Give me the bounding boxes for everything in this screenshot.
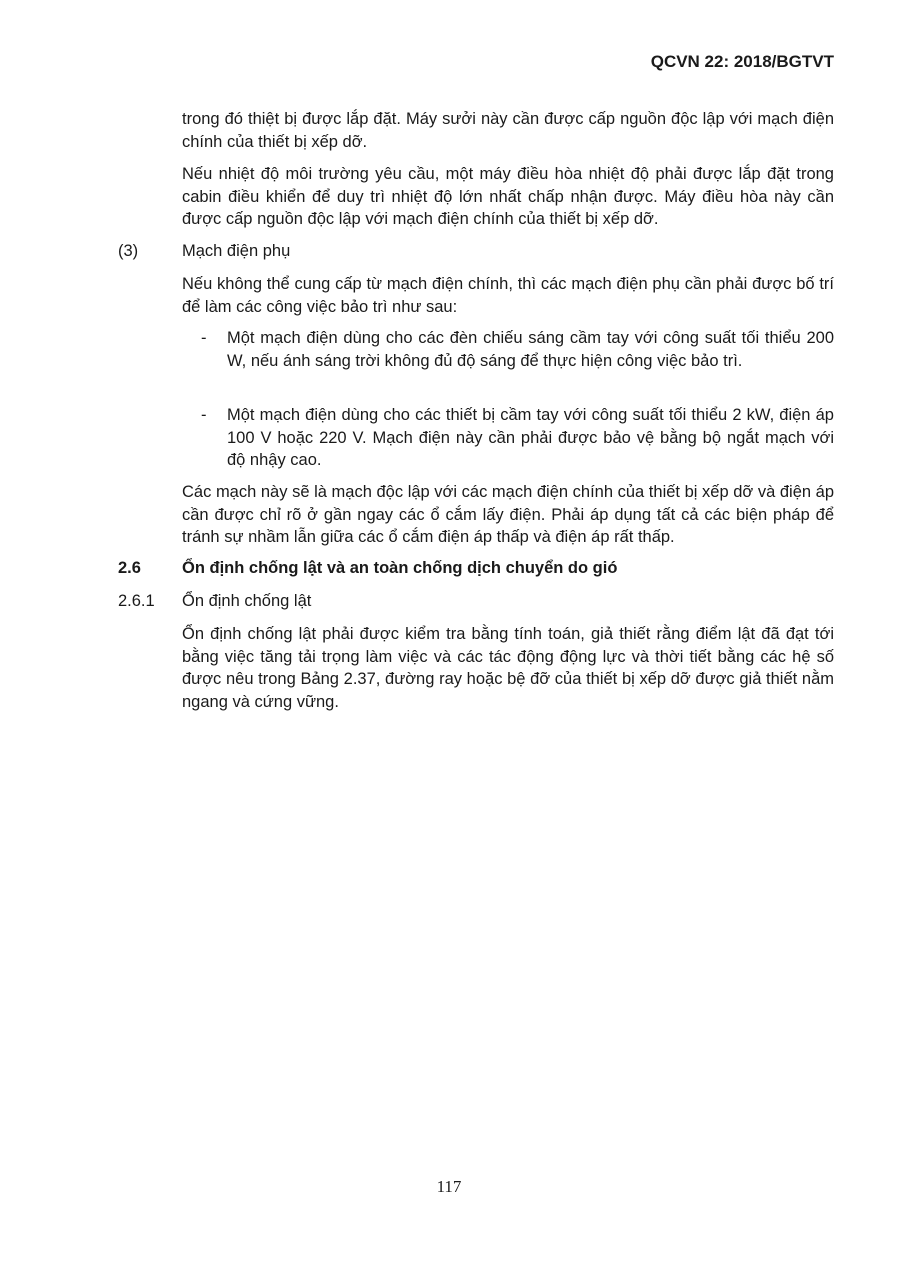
page-number: 117 xyxy=(436,1177,462,1196)
subsection-number: 2.6.1 xyxy=(118,592,155,610)
paragraph-air-conditioner: Nếu nhiệt độ môi trường yêu cầu, một máy điều hòa nhiệt độ phải được lắp đặt trong cabin điều khiển để duy trì nhiệt độ lớn nhất chấp nhận được. Máy điều hòa này cần được cấp nguồn độc lập với mạch điện chính của thiết bị xếp dỡ. xyxy=(182,165,834,228)
paragraph-auxiliary-intro: Nếu không thể cung cấp từ mạch điện chính, thì các mạch điện phụ cần phải được bố trí để làm các công việc bảo trì như sau: xyxy=(182,275,834,316)
paragraph-stability-check: Ổn định chống lật phải được kiểm tra bằng tính toán, giả thiết rằng điểm lật đã đạt tới bằng việc tăng tải trọng làm việc và các tác động động lực và thời tiết bằng các hệ số được nêu trong Bảng 2.37, đường ray hoặc bệ đỡ của thiết bị xếp dỡ được giả thiết nằm ngang và cứng vững. xyxy=(182,625,834,711)
section-number: 2.6 xyxy=(118,559,141,577)
subsection-title: Ổn định chống lật xyxy=(182,592,312,610)
item-title-auxiliary-circuit: Mạch điện phụ xyxy=(182,242,291,260)
bullet-marker: - xyxy=(201,406,207,424)
paragraph-independent-circuits: Các mạch này sẽ là mạch độc lập với các mạch điện chính của thiết bị xếp dỡ và điện áp cần được chỉ rõ ở gần ngay các ổ cắm lấy điện. Phải áp dụng tất cả các biện pháp để tránh sự nhầm lẫn giữa các ổ cắm điện áp thấp và điện áp rất thấp. xyxy=(182,483,834,546)
bullet-tools-circuit: Một mạch điện dùng cho các thiết bị cầm tay với công suất tối thiểu 2 kW, điện áp 100 V hoặc 220 V. Mạch điện này cần phải được bảo vệ bằng bộ ngắt mạch với độ nhậy cao. xyxy=(227,406,834,469)
bullet-marker: - xyxy=(201,329,207,347)
paragraph-heater: trong đó thiệt bị được lắp đặt. Máy sưởi này cần được cấp nguồn độc lập với mạch điện chính của thiết bị xếp dỡ. xyxy=(182,110,834,151)
item-number-3: (3) xyxy=(118,242,139,260)
bullet-lighting-circuit: Một mạch điện dùng cho các đèn chiếu sáng cầm tay với công suất tối thiểu 200 W, nếu ánh sáng trời không đủ độ sáng để thực hiện công việc bảo trì. xyxy=(227,329,834,370)
document-code-header: QCVN 22: 2018/BGTVT xyxy=(650,52,834,71)
section-title: Ổn định chống lật và an toàn chống dịch chuyển do gió xyxy=(182,559,618,577)
